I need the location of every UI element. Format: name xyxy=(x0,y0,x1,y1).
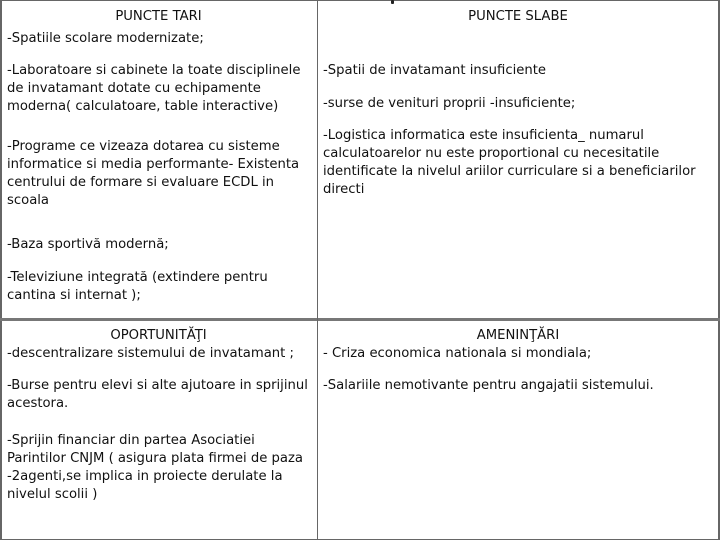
strengths-item-2-text: -Laboratoare si cabinete la toate disciplinele de invatamant dotate cu echipamente moderna( calculatoare, table interactive) xyxy=(7,63,301,114)
threats-item-2 xyxy=(318,377,718,395)
weaknesses-item-2 xyxy=(318,95,718,113)
opportunities-item-2 xyxy=(2,377,317,413)
weaknesses-item-1-text: -Spatii de invatamant insuficiente xyxy=(323,63,546,78)
strengths-item-1 xyxy=(2,30,317,48)
strengths-item-5 xyxy=(2,269,317,305)
weaknesses-item-2-text: -surse de venituri proprii -insuficiente; xyxy=(323,96,576,111)
strengths-item-5-text: -Televiziune integrată (extindere pentru cantina si internat ); xyxy=(7,270,268,303)
threats-item-1-text: - Criza economica nationala si mondiala; xyxy=(323,346,592,361)
strengths-item-3-text: -Programe ce vizeaza dotarea cu sisteme informatice si media performante- Existenta centrului de formare si evaluare ECDL in scoala xyxy=(7,139,300,208)
strengths-item-4-text: -Baza sportivă modernă; xyxy=(7,237,169,252)
threats-item-2-text: -Salariile nemotivante pentru angajatii sistemului. xyxy=(323,378,654,393)
weaknesses-item-3-text: -Logistica informatica este insuficienta_ numarul calculatoarelor nu este proportional cu necesitatile identificate la nivelul ariilor curriculare si a beneficiarilor directi xyxy=(323,128,696,197)
top-artifact-mark xyxy=(391,0,394,4)
strengths-item-4 xyxy=(2,236,317,254)
opportunities-header: OPORTUNITĂŢI xyxy=(110,328,207,343)
opportunities-item-1 xyxy=(2,345,317,363)
strengths-item-3 xyxy=(2,138,317,210)
opportunities-item-3 xyxy=(2,432,317,504)
strengths-header: PUNCTE TARI xyxy=(115,9,202,24)
strengths-item-2 xyxy=(2,62,317,116)
threats-item-1 xyxy=(318,345,718,363)
threats-header: AMENINŢĂRI xyxy=(476,328,560,343)
strengths-item-1-text: -Spatiile scolare modernizate; xyxy=(7,31,204,46)
opportunities-item-3-text: -Sprijin financiar din partea Asociatiei Parintilor CNJM ( asigura plata firmei de paza -2agenti,se implica in proiecte derulate la nivelul scolii ) xyxy=(7,433,303,502)
opportunities-item-2-text: -Burse pentru elevi si alte ajutoare in sprijinul acestora. xyxy=(7,378,308,411)
column-divider xyxy=(317,0,318,540)
weaknesses-item-1 xyxy=(318,62,718,80)
opportunities-item-1-text: -descentralizare sistemului de invatamant ; xyxy=(7,346,294,361)
weaknesses-header: PUNCTE SLABE xyxy=(468,9,568,24)
table-middle-divider xyxy=(0,318,720,321)
table-top-border xyxy=(0,0,720,1)
weaknesses-item-3 xyxy=(318,127,718,199)
